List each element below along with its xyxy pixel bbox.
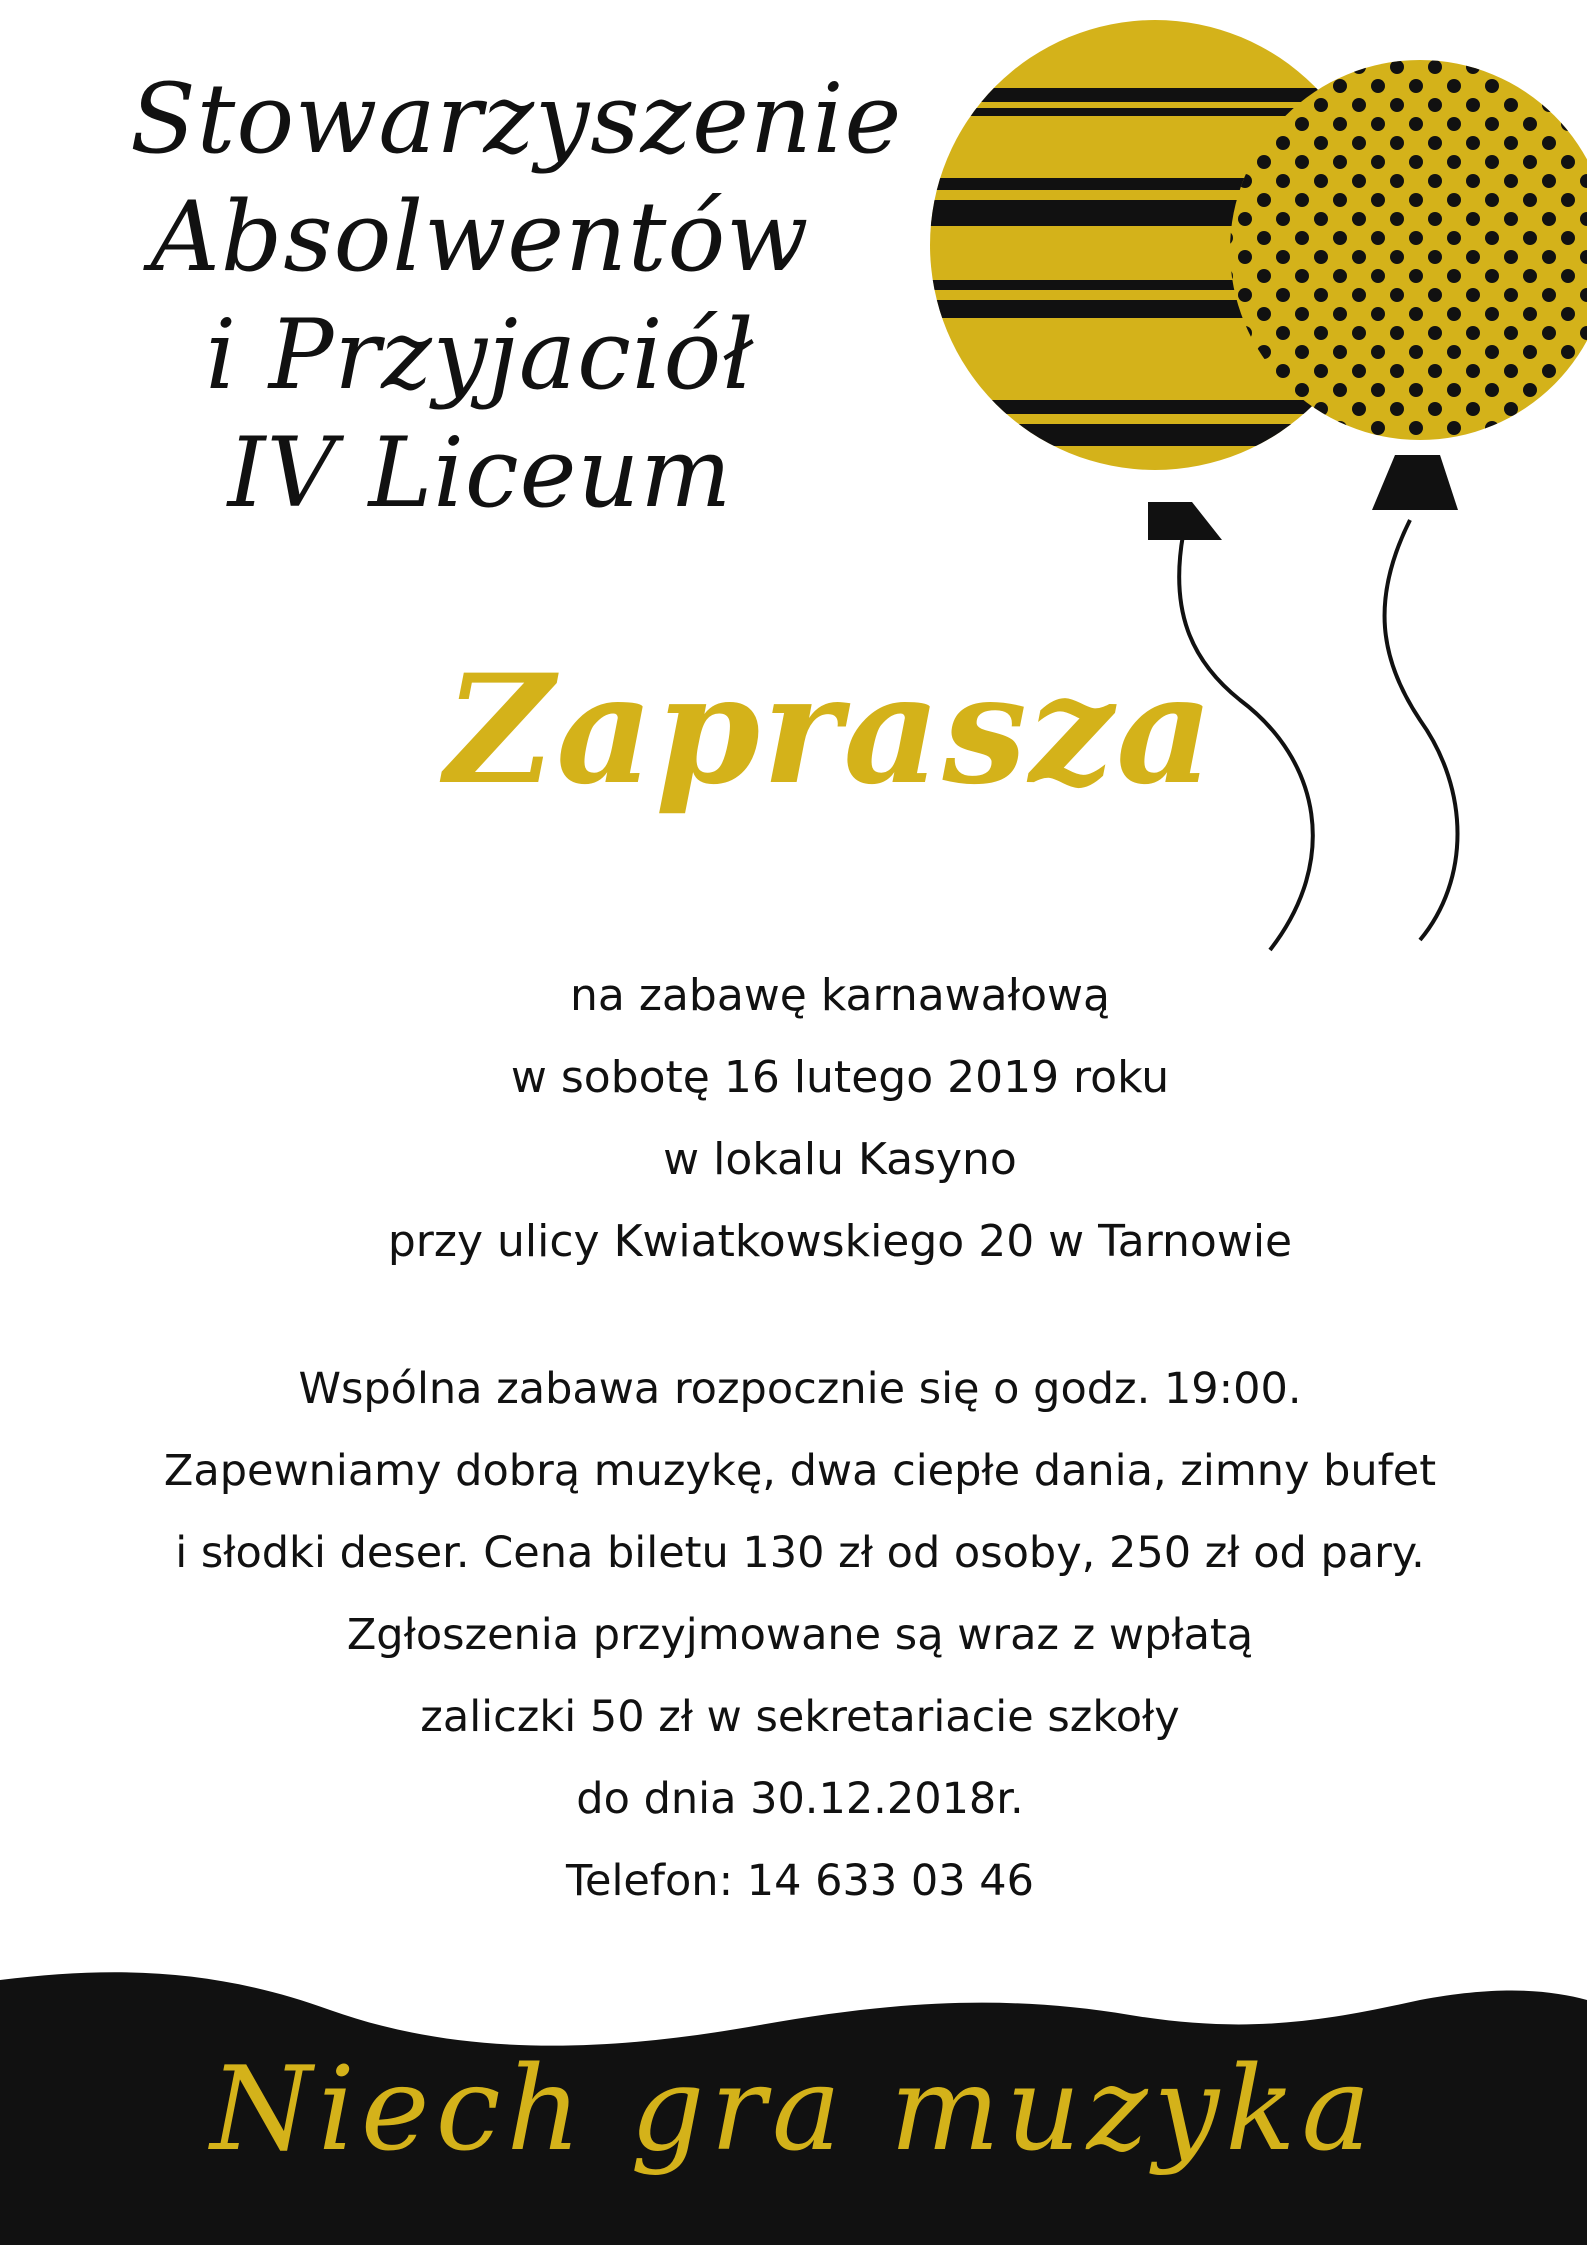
polka-dot-balloon-icon bbox=[1230, 60, 1587, 510]
organization-line: Stowarzyszenie bbox=[130, 63, 903, 175]
event-line: na zabawę karnawałową bbox=[570, 970, 1110, 1021]
right-balloon-string-icon bbox=[1385, 520, 1458, 940]
event-info bbox=[300, 955, 1380, 1283]
event-line: przy ulicy Kwiatkowskiego 20 w Tarnowie bbox=[387, 1216, 1293, 1267]
details-line: do dnia 30.12.2018r. bbox=[576, 1774, 1024, 1824]
event-line: w lokalu Kasyno bbox=[663, 1134, 1017, 1185]
balloons-decoration bbox=[920, 0, 1587, 970]
organization-line: Absolwentów bbox=[150, 181, 810, 293]
organization-line: i Przyjaciół bbox=[205, 299, 755, 411]
event-details bbox=[40, 1348, 1560, 1922]
details-line: zaliczki 50 zł w sekretariacie szkoły bbox=[420, 1692, 1180, 1742]
details-line: Zgłoszenia przyjmowane są wraz z wpłatą bbox=[346, 1610, 1254, 1660]
footer-slogan: Niech gra muzyka bbox=[210, 2042, 1377, 2177]
organization-name bbox=[130, 60, 903, 532]
details-line: Wspólna zabawa rozpocznie się o godz. 19:00. bbox=[298, 1364, 1302, 1414]
event-line: w sobotę 16 lutego 2019 roku bbox=[510, 1052, 1170, 1103]
details-line: i słodki deser. Cena biletu 130 zł od osoby, 250 zł od pary. bbox=[175, 1528, 1425, 1578]
phone-line: Telefon: 14 633 03 46 bbox=[566, 1856, 1034, 1906]
details-line: Zapewniamy dobrą muzykę, dwa ciepłe dania, zimny bufet bbox=[163, 1446, 1437, 1496]
organization-line: IV Liceum bbox=[227, 417, 733, 529]
headline: Zaprasza bbox=[444, 642, 1216, 818]
